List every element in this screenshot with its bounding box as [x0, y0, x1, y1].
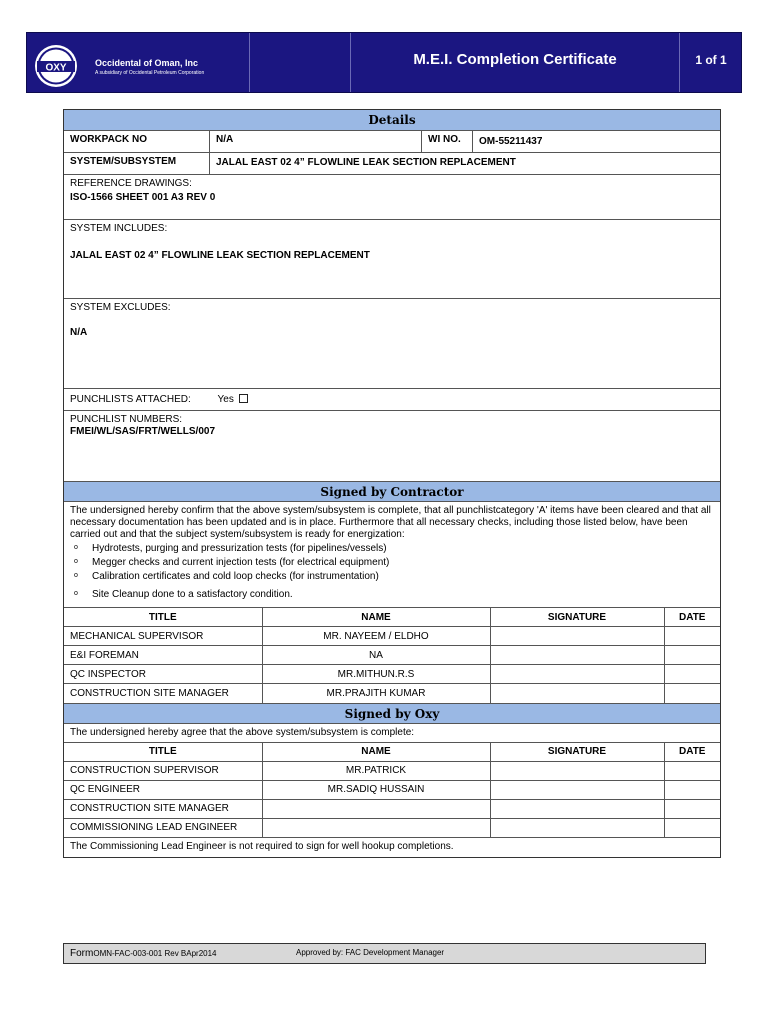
column-header: NAME — [262, 608, 490, 627]
system-excludes-row — [64, 298, 720, 388]
reference-drawings-row — [64, 174, 720, 219]
oxy-statement: The undersigned hereby agree that the above system/subsystem is complete: — [64, 723, 720, 742]
table-row — [64, 627, 720, 646]
excludes-value: N/A — [70, 327, 88, 338]
form-reference — [70, 948, 217, 959]
signatory-title: QC INSPECTOR — [64, 665, 262, 684]
column-header: SIGNATURE — [490, 742, 664, 761]
oxy-note: The Commissioning Lead Engineer is not required to sign for well hookup completions. — [64, 837, 720, 857]
reference-value: ISO-1566 SHEET 001 A3 REV 0 — [70, 192, 216, 203]
signature-cell[interactable] — [490, 665, 664, 684]
system-row — [64, 152, 720, 174]
signature-cell[interactable] — [490, 780, 664, 799]
contractor-statement-row — [64, 501, 720, 607]
signatory-name: MR.MITHUN.R.S — [262, 665, 490, 684]
table-row — [64, 761, 720, 780]
signatory-title: COMMISSIONING LEAD ENGINEER — [64, 818, 262, 837]
column-header: DATE — [664, 742, 720, 761]
table-row — [64, 799, 720, 818]
column-header: TITLE — [64, 742, 262, 761]
workpack-row — [64, 130, 720, 152]
signatory-title: MECHANICAL SUPERVISOR — [64, 627, 262, 646]
signatory-title: E&I FOREMAN — [64, 646, 262, 665]
column-header: DATE — [664, 608, 720, 627]
table-row — [64, 818, 720, 837]
document-footer — [63, 943, 706, 964]
excludes-label: SYSTEM EXCLUDES: — [70, 302, 171, 313]
oxy-logo-icon — [34, 44, 78, 88]
workpack-label: WORKPACK NO — [70, 134, 148, 145]
document-title: M.E.I. Completion Certificate — [413, 51, 617, 68]
column-header: TITLE — [64, 608, 262, 627]
approval-text: Approved by: FAC Development Manager — [296, 948, 445, 957]
signatory-name: MR.PATRICK — [262, 761, 490, 780]
signature-cell[interactable] — [490, 684, 664, 703]
signature-cell[interactable] — [490, 646, 664, 665]
signatory-title: CONSTRUCTION SITE MANAGER — [64, 799, 262, 818]
date-cell[interactable] — [664, 818, 720, 837]
certificate-form — [63, 109, 721, 858]
punchlists-attached-label: PUNCHLISTS ATTACHED: — [70, 394, 191, 405]
signature-cell[interactable] — [490, 818, 664, 837]
checks-list — [70, 543, 714, 601]
date-cell[interactable] — [664, 665, 720, 684]
oxy-signatures — [64, 742, 720, 838]
oxy-signature-table — [64, 742, 720, 838]
signatory-title: CONSTRUCTION SITE MANAGER — [64, 684, 262, 703]
table-header-row — [64, 742, 720, 761]
company-subsidiary: A subsidiary of Occidental Petroleum Corporation — [95, 70, 205, 76]
contractor-signature-table — [64, 607, 720, 703]
table-header-row — [64, 608, 720, 627]
date-cell[interactable] — [664, 627, 720, 646]
date-cell[interactable] — [664, 761, 720, 780]
signature-cell[interactable] — [490, 799, 664, 818]
punchlists-checkbox[interactable] — [239, 394, 248, 403]
column-header: SIGNATURE — [490, 608, 664, 627]
signatory-name: MR.PRAJITH KUMAR — [262, 684, 490, 703]
wi-label: WI NO. — [421, 131, 472, 152]
date-cell[interactable] — [664, 684, 720, 703]
page-number: 1 of 1 — [695, 53, 727, 67]
wi-value: OM-55211437 — [472, 131, 720, 152]
punchlist-numbers-label: PUNCHLIST NUMBERS: — [70, 414, 183, 425]
column-header: NAME — [262, 742, 490, 761]
list-item: o Site Cleanup done to a satisfactory condition. — [92, 589, 714, 601]
company-name: Occidental of Oman, Inc — [95, 58, 199, 68]
list-item: o Megger checks and current injection tests (for electrical equipment) — [92, 557, 714, 569]
oxy-heading: Signed by Oxy — [64, 703, 720, 723]
workpack-value: N/A — [209, 131, 421, 152]
punchlists-attached-row — [64, 388, 720, 410]
table-row — [64, 646, 720, 665]
punchlist-numbers-row — [64, 410, 720, 481]
system-includes-row — [64, 219, 720, 298]
signatory-name: MR. NAYEEM / ELDHO — [262, 627, 490, 646]
signature-cell[interactable] — [490, 627, 664, 646]
form-label: Form — [70, 948, 94, 959]
table-row — [64, 780, 720, 799]
reference-label: REFERENCE DRAWINGS: — [70, 178, 192, 189]
document-header — [26, 32, 742, 93]
table-row — [64, 684, 720, 703]
system-value: JALAL EAST 02 4” FLOWLINE LEAK SECTION REPLACEMENT — [209, 153, 720, 174]
includes-label: SYSTEM INCLUDES: — [70, 223, 168, 234]
svg-text:OXY: OXY — [45, 62, 67, 74]
signatory-title: CONSTRUCTION SUPERVISOR — [64, 761, 262, 780]
contractor-statement: The undersigned hereby confirm that the above system/subsystem is complete, that all punchlistcategory 'A' items have been cleared and that all necessary documentation has been updated and is in place. Furthermore that all necessary checks, including those listed below, have been carried out and that the subject system/subsystem is ready for energization: — [70, 505, 711, 540]
punchlists-attached-value: Yes — [217, 394, 234, 405]
form-code: OMN-FAC-003-001 Rev BApr2014 — [93, 949, 217, 958]
system-label: SYSTEM/SUBSYSTEM — [70, 156, 177, 167]
list-item: o Hydrotests, purging and pressurization tests (for pipelines/vessels) — [92, 543, 714, 555]
date-cell[interactable] — [664, 780, 720, 799]
table-row — [64, 665, 720, 684]
details-heading: Details — [64, 110, 720, 130]
header-divider — [249, 33, 250, 92]
signatory-name: NA — [262, 646, 490, 665]
list-item: o Calibration certificates and cold loop checks (for instrumentation) — [92, 571, 714, 583]
signatory-name — [262, 818, 490, 837]
signatory-title: QC ENGINEER — [64, 780, 262, 799]
signatory-name: MR.SADIQ HUSSAIN — [262, 780, 490, 799]
date-cell[interactable] — [664, 646, 720, 665]
signatory-name — [262, 799, 490, 818]
punchlist-numbers-value: FMEI/WL/SAS/FRT/WELLS/007 — [70, 426, 216, 437]
signature-cell[interactable] — [490, 761, 664, 780]
date-cell[interactable] — [664, 799, 720, 818]
includes-value: JALAL EAST 02 4” FLOWLINE LEAK SECTION REPLACEMENT — [70, 250, 370, 261]
contractor-signatures — [64, 607, 720, 703]
contractor-heading: Signed by Contractor — [64, 481, 720, 501]
